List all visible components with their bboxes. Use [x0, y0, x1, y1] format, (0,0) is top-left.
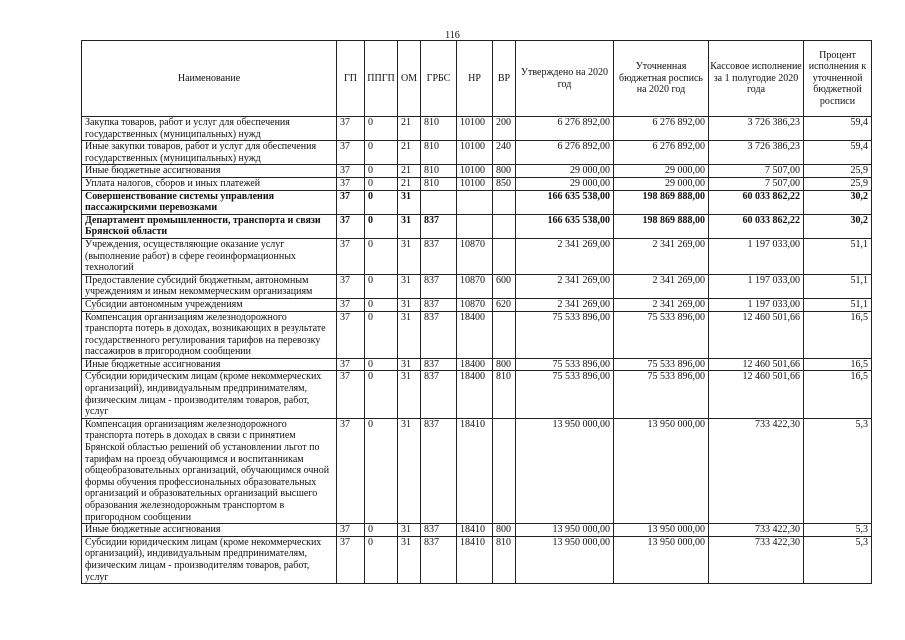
cell-cash: 733 422,30: [709, 418, 804, 523]
cell-vr: 240: [493, 141, 516, 165]
cell-ppgp: 0: [365, 165, 398, 178]
cell-vr: 620: [493, 298, 516, 311]
table-header: [82, 41, 872, 117]
header-refined: Уточненная бюджетная роспись на 2020 год: [614, 41, 709, 117]
cell-name: Компенсация организациям железнодорожного транспорта потерь в доходах, возникающих в результате государственного регулирования тарифов на перевозку пассажиров в пригородном сообщении: [82, 311, 337, 358]
cell-gp: 37: [337, 524, 365, 537]
page-number: 116: [445, 30, 460, 41]
cell-name: Иные бюджетные ассигнования: [82, 165, 337, 178]
cell-percent: 25,9: [804, 165, 872, 178]
cell-nr: [457, 214, 493, 238]
cell-om: 21: [398, 141, 421, 165]
cell-percent: 59,4: [804, 141, 872, 165]
cell-approved: 29 000,00: [516, 165, 614, 178]
cell-om: 31: [398, 214, 421, 238]
cell-refined: 13 950 000,00: [614, 418, 709, 523]
cell-cash: 3 726 386,23: [709, 117, 804, 141]
cell-grbs: [421, 190, 457, 214]
cell-refined: 13 950 000,00: [614, 536, 709, 583]
cell-ppgp: 0: [365, 358, 398, 371]
cell-name: Закупка товаров, работ и услуг для обеспечения государственных (муниципальных) нужд: [82, 117, 337, 141]
cell-ppgp: 0: [365, 418, 398, 523]
cell-percent: 5,3: [804, 418, 872, 523]
cell-cash: 12 460 501,66: [709, 311, 804, 358]
cell-om: 31: [398, 311, 421, 358]
cell-cash: 60 033 862,22: [709, 214, 804, 238]
cell-approved: 2 341 269,00: [516, 274, 614, 298]
cell-cash: 1 197 033,00: [709, 238, 804, 274]
cell-ppgp: 0: [365, 274, 398, 298]
header-vr: ВР: [493, 41, 516, 117]
cell-name: Совершенствование системы управления пассажирскими перевозками: [82, 190, 337, 214]
cell-nr: 10100: [457, 165, 493, 178]
cell-cash: 733 422,30: [709, 524, 804, 537]
cell-gp: 37: [337, 358, 365, 371]
cell-ppgp: 0: [365, 536, 398, 583]
cell-nr: 10100: [457, 117, 493, 141]
cell-percent: 25,9: [804, 177, 872, 190]
cell-ppgp: 0: [365, 117, 398, 141]
header-name: Наименование: [82, 41, 337, 117]
cell-vr: 810: [493, 536, 516, 583]
cell-refined: 75 533 896,00: [614, 311, 709, 358]
table-row: [82, 311, 872, 358]
cell-om: 21: [398, 165, 421, 178]
cell-gp: 37: [337, 418, 365, 523]
cell-cash: 60 033 862,22: [709, 190, 804, 214]
cell-refined: 198 869 888,00: [614, 190, 709, 214]
table-row: [82, 371, 872, 418]
header-cash: Кассовое исполнение за 1 полугодие 2020 года: [709, 41, 804, 117]
cell-om: 31: [398, 190, 421, 214]
cell-cash: 7 507,00: [709, 165, 804, 178]
cell-name: Уплата налогов, сборов и иных платежей: [82, 177, 337, 190]
cell-om: 21: [398, 117, 421, 141]
cell-vr: 200: [493, 117, 516, 141]
cell-percent: 5,3: [804, 524, 872, 537]
table-row: [82, 298, 872, 311]
header-ppgp: ППГП: [365, 41, 398, 117]
cell-nr: 10870: [457, 274, 493, 298]
cell-name: Департамент промышленности, транспорта и связи Брянской области: [82, 214, 337, 238]
cell-grbs: 810: [421, 117, 457, 141]
cell-vr: 810: [493, 371, 516, 418]
cell-om: 31: [398, 238, 421, 274]
cell-name: Учреждения, осуществляющие оказание услуг (выполнение работ) в сфере геоинформационных технологий: [82, 238, 337, 274]
cell-name: Субсидии юридическим лицам (кроме некоммерческих организаций), индивидуальным предпринимателям, физическим лицам - производителям товаров, работ, услуг: [82, 536, 337, 583]
cell-gp: 37: [337, 165, 365, 178]
cell-refined: 2 341 269,00: [614, 238, 709, 274]
cell-percent: 5,3: [804, 536, 872, 583]
cell-grbs: 810: [421, 165, 457, 178]
cell-percent: 51,1: [804, 238, 872, 274]
cell-nr: 18410: [457, 418, 493, 523]
cell-approved: 13 950 000,00: [516, 536, 614, 583]
cell-percent: 51,1: [804, 274, 872, 298]
cell-om: 31: [398, 418, 421, 523]
cell-ppgp: 0: [365, 238, 398, 274]
cell-refined: 6 276 892,00: [614, 117, 709, 141]
cell-refined: 198 869 888,00: [614, 214, 709, 238]
cell-vr: [493, 190, 516, 214]
header-grbs: ГРБС: [421, 41, 457, 117]
cell-vr: [493, 238, 516, 274]
cell-name: Предоставление субсидий бюджетным, автономным учреждениям и иным некоммерческим организациям: [82, 274, 337, 298]
cell-ppgp: 0: [365, 371, 398, 418]
cell-vr: [493, 418, 516, 523]
cell-approved: 75 533 896,00: [516, 311, 614, 358]
cell-grbs: 837: [421, 536, 457, 583]
budget-table: [81, 40, 872, 584]
cell-approved: 2 341 269,00: [516, 298, 614, 311]
table-row: [82, 358, 872, 371]
cell-ppgp: 0: [365, 524, 398, 537]
cell-grbs: 837: [421, 238, 457, 274]
table-row: [82, 141, 872, 165]
cell-nr: 10100: [457, 141, 493, 165]
table-row: [82, 165, 872, 178]
cell-gp: 37: [337, 141, 365, 165]
cell-gp: 37: [337, 298, 365, 311]
cell-name: Иные закупки товаров, работ и услуг для обеспечения государственных (муниципальных) нужд: [82, 141, 337, 165]
cell-refined: 75 533 896,00: [614, 358, 709, 371]
cell-nr: 18400: [457, 371, 493, 418]
table-row: [82, 214, 872, 238]
cell-cash: 3 726 386,23: [709, 141, 804, 165]
cell-percent: 16,5: [804, 311, 872, 358]
cell-grbs: 837: [421, 311, 457, 358]
header-percent: Процент исполнения к уточненной бюджетной росписи: [804, 41, 872, 117]
cell-nr: 18400: [457, 358, 493, 371]
cell-vr: 800: [493, 358, 516, 371]
cell-ppgp: 0: [365, 298, 398, 311]
cell-name: Иные бюджетные ассигнования: [82, 358, 337, 371]
cell-approved: 6 276 892,00: [516, 117, 614, 141]
cell-refined: 75 533 896,00: [614, 371, 709, 418]
cell-om: 31: [398, 298, 421, 311]
cell-grbs: 837: [421, 214, 457, 238]
cell-name: Субсидии юридическим лицам (кроме некоммерческих организаций), индивидуальным предпринимателям, физическим лицам - производителям товаров, работ, услуг: [82, 371, 337, 418]
cell-percent: 30,2: [804, 190, 872, 214]
table-row: [82, 274, 872, 298]
cell-gp: 37: [337, 238, 365, 274]
cell-refined: 13 950 000,00: [614, 524, 709, 537]
cell-approved: 6 276 892,00: [516, 141, 614, 165]
cell-grbs: 837: [421, 524, 457, 537]
cell-gp: 37: [337, 371, 365, 418]
cell-gp: 37: [337, 274, 365, 298]
cell-approved: 75 533 896,00: [516, 358, 614, 371]
cell-nr: 18410: [457, 524, 493, 537]
cell-approved: 13 950 000,00: [516, 418, 614, 523]
cell-percent: 30,2: [804, 214, 872, 238]
cell-grbs: 837: [421, 298, 457, 311]
cell-om: 21: [398, 177, 421, 190]
cell-vr: [493, 214, 516, 238]
cell-ppgp: 0: [365, 177, 398, 190]
cell-nr: 18410: [457, 536, 493, 583]
cell-approved: 2 341 269,00: [516, 238, 614, 274]
cell-refined: 2 341 269,00: [614, 298, 709, 311]
cell-approved: 29 000,00: [516, 177, 614, 190]
cell-om: 31: [398, 524, 421, 537]
cell-vr: [493, 311, 516, 358]
table-body: [82, 117, 872, 584]
table-row: [82, 117, 872, 141]
cell-name: Иные бюджетные ассигнования: [82, 524, 337, 537]
cell-gp: 37: [337, 536, 365, 583]
cell-cash: 7 507,00: [709, 177, 804, 190]
cell-cash: 12 460 501,66: [709, 358, 804, 371]
cell-ppgp: 0: [365, 311, 398, 358]
cell-percent: 51,1: [804, 298, 872, 311]
header-om: ОМ: [398, 41, 421, 117]
cell-approved: 166 635 538,00: [516, 214, 614, 238]
table-row: [82, 177, 872, 190]
cell-om: 31: [398, 536, 421, 583]
cell-grbs: 810: [421, 177, 457, 190]
cell-percent: 59,4: [804, 117, 872, 141]
cell-om: 31: [398, 274, 421, 298]
cell-gp: 37: [337, 177, 365, 190]
cell-nr: 18400: [457, 311, 493, 358]
cell-nr: 10870: [457, 238, 493, 274]
cell-ppgp: 0: [365, 190, 398, 214]
cell-cash: 1 197 033,00: [709, 298, 804, 311]
cell-om: 31: [398, 371, 421, 418]
cell-vr: 800: [493, 165, 516, 178]
cell-cash: 12 460 501,66: [709, 371, 804, 418]
cell-refined: 2 341 269,00: [614, 274, 709, 298]
cell-nr: 10870: [457, 298, 493, 311]
table-row: [82, 536, 872, 583]
cell-gp: 37: [337, 190, 365, 214]
cell-grbs: 837: [421, 371, 457, 418]
cell-grbs: 837: [421, 274, 457, 298]
cell-om: 31: [398, 358, 421, 371]
cell-percent: 16,5: [804, 358, 872, 371]
table-row: [82, 190, 872, 214]
cell-gp: 37: [337, 214, 365, 238]
cell-refined: 29 000,00: [614, 177, 709, 190]
cell-approved: 75 533 896,00: [516, 371, 614, 418]
table-row: [82, 238, 872, 274]
cell-refined: 29 000,00: [614, 165, 709, 178]
cell-cash: 733 422,30: [709, 536, 804, 583]
cell-gp: 37: [337, 311, 365, 358]
header-approved: Утверждено на 2020 год: [516, 41, 614, 117]
cell-gp: 37: [337, 117, 365, 141]
cell-ppgp: 0: [365, 214, 398, 238]
cell-cash: 1 197 033,00: [709, 274, 804, 298]
cell-nr: [457, 190, 493, 214]
cell-grbs: 810: [421, 141, 457, 165]
cell-approved: 166 635 538,00: [516, 190, 614, 214]
header-nr: НР: [457, 41, 493, 117]
cell-ppgp: 0: [365, 141, 398, 165]
cell-vr: 600: [493, 274, 516, 298]
cell-nr: 10100: [457, 177, 493, 190]
cell-refined: 6 276 892,00: [614, 141, 709, 165]
header-gp: ГП: [337, 41, 365, 117]
cell-vr: 800: [493, 524, 516, 537]
cell-percent: 16,5: [804, 371, 872, 418]
table-row: [82, 418, 872, 523]
cell-approved: 13 950 000,00: [516, 524, 614, 537]
cell-name: Субсидии автономным учреждениям: [82, 298, 337, 311]
cell-grbs: 837: [421, 358, 457, 371]
table-row: [82, 524, 872, 537]
cell-vr: 850: [493, 177, 516, 190]
cell-name: Компенсация организациям железнодорожного транспорта потерь в доходах в связи с принятием Брянской областью решений об установлении льгот по тарифам на проезд обучающимся и воспитанникам общеобразовательных организаций, обучающимся очной формы обучения профессиональных образовательных организаций и образовательных организаций высшего образования железнодорожным транспортом в пригородном сообщении: [82, 418, 337, 523]
cell-grbs: 837: [421, 418, 457, 523]
